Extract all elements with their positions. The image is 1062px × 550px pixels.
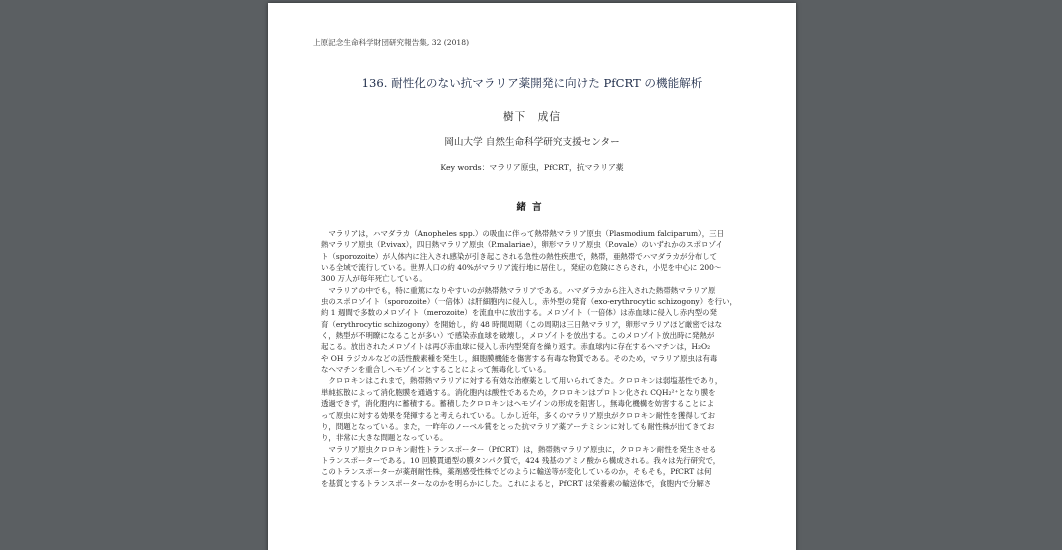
author-name: 樹下 成信 xyxy=(503,111,561,123)
paper-title: 136. 耐性化のない抗マラリア薬開発に向けた PfCRT の機能解析 xyxy=(361,76,703,90)
body-text-line: マラリアの中でも，特に重篤になりやすいのが熱帯熱マラリアである。ハマダラカから注入された熱帯熱マラリア原 xyxy=(321,285,716,295)
body-text-line: 虫のスポロゾイト（sporozoite）（一倍体）は肝細胞内に侵入し，赤外型の発育（exo-erythrocytic schizogony）を行い， xyxy=(321,297,737,307)
body-text-line: く，熱型が不明瞭になることが多い）で感染赤血球を破壊し，メロゾイトを放出する。このメロゾイト放出時に発熱が xyxy=(321,331,715,341)
body-text-line: 熱マラリア原虫（P.vivax），四日熱マラリア原虫（P.malariae），卵形マラリア原虫（P.ovale）のいずれかのスポロゾイ xyxy=(321,240,723,250)
body-text-line: 300 万人が毎年死亡している。 xyxy=(321,274,427,284)
body-text-line: このトランスポーターが薬剤耐性株，薬剤感受性株でどのように輸送等が変化しているのか，そもそも，PfCRT は何 xyxy=(321,467,712,477)
body-text-line: 透過できず，消化胞内に蓄積する。蓄積したクロロキンはヘモゾインの形成を阻害し，無毒化機構を妨害することによ xyxy=(321,399,715,409)
keywords: Key words：マラリア原虫，PfCRT，抗マラリア薬 xyxy=(440,163,624,172)
body-text-line: って原虫に対する効果を発揮すると考えられている。しかし近年，多くのマラリア原虫がクロロキン耐性を獲得してお xyxy=(321,410,716,420)
document-page xyxy=(268,3,796,550)
body-text-line: 単純拡散によって消化胞膜を通過する。消化胞内は酸性であるため，クロロキンはプロトン化され CQH₂²⁺となり膜を xyxy=(321,387,716,397)
body-text-line: いる全域で流行している。世界人口の約 40%がマラリア流行地に居住し，発症の危険にさらされ，小児を中心に 200～ xyxy=(321,263,722,273)
body-text-line: マラリア原虫クロロキン耐性トランスポーター（PfCRT）は，熱帯熱マラリア原虫に，クロロキン耐性を発生させる xyxy=(321,444,717,454)
body-text-line: マラリアは，ハマダラカ（Anopheles spp.）の吸血に伴って熱帯熱マラリア原虫（Plasmodium falciparum），三日 xyxy=(321,229,725,238)
body-text-line: なヘマチンを重合しヘモゾインとすることによって無毒化している。 xyxy=(321,365,551,375)
body-text-line: を基質とするトランスポーターなのかを明らかにした。これによると，PfCRT は栄養素の輸送体で，食胞内で分解さ xyxy=(321,478,712,488)
section-heading: 緒言 xyxy=(516,202,548,213)
journal-citation: 上原記念生命科学財団研究報告集, 32 (2018) xyxy=(313,38,470,47)
body-text-line: や OH ラジカルなどの活性酸素種を発生し，細胞膜機能を傷害する有毒な物質である。そのため，マラリア原虫は有毒 xyxy=(321,353,718,363)
body-text-line: 起こる。放出されたメロゾイトは再び赤血球に侵入し赤内型発育を繰り返す。赤血球内に存在するヘマチンは，H₂O₂ xyxy=(321,342,711,352)
body-text-line: り，問題となっている。また，一昨年のノーベル賞をとった抗マラリア薬アーテミシンに対しても耐性株が出てきてお xyxy=(321,421,715,431)
body-text-line: 育（erythrocytic schizogony）を開始し，約 48 時間周期（この周期は三日熱マラリア，卵形マラリアほど厳密ではな xyxy=(321,319,723,329)
author-affiliation: 岡山大学 自然生命科学研究支援センター xyxy=(444,137,620,148)
body-text-line: トランスポーターである。10 回膜貫通型の膜タンパク質で，424 残基のアミノ酸から構成される。我々は先行研究で， xyxy=(321,455,721,465)
body-text xyxy=(321,228,751,489)
body-text-line: 約 1 週間で多数のメロゾイト（merozoite）を流血中に放出する。メロゾイト（一倍体）は赤血球に侵入し赤内型の発 xyxy=(321,308,717,318)
body-text-line: り，非常に大きな問題となっている。 xyxy=(321,433,448,443)
body-text-line: クロロキンはこれまで，熱帯熱マラリアに対する有効な治療薬として用いられてきた。クロロキンは弱塩基性であり， xyxy=(321,376,723,386)
body-text-line: ト（sporozoite）が人体内に注入され感染が引き起こされる急性の熱性疾患で，熱帯，亜熱帯でハマダラカが分布して xyxy=(321,251,718,261)
